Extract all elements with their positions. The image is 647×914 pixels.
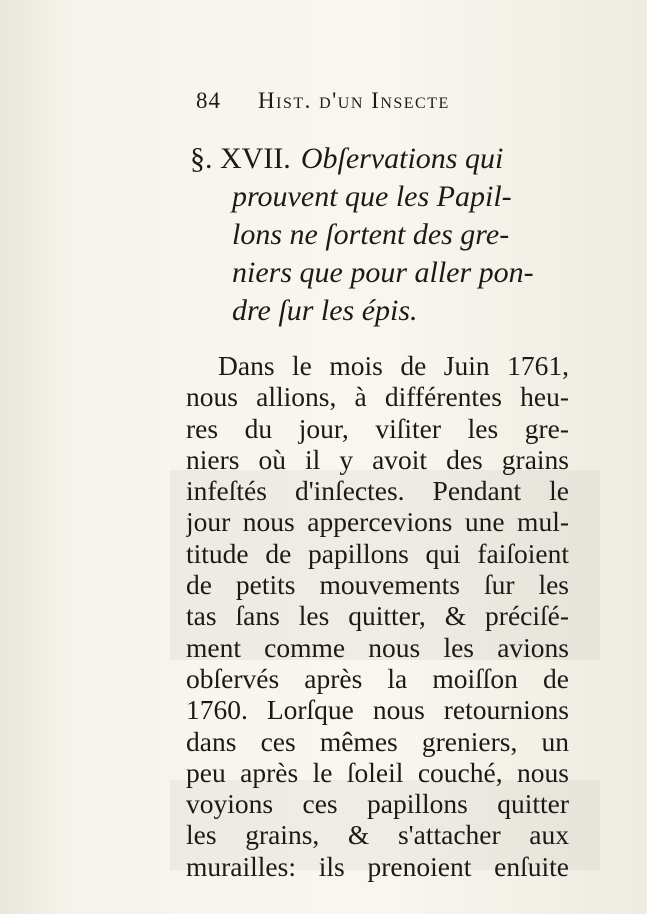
body-line: murailles: ils prenoient enſuite	[186, 850, 569, 882]
body-line: tas ſans les quitter, & préciſé-	[186, 600, 569, 632]
running-header	[196, 86, 576, 116]
body-line: jour nous appercevions une mul-	[186, 506, 569, 538]
section-heading-line: lons ne ſortent des gre-	[232, 218, 510, 251]
body-line: 1760. Lorſque nous retournions	[186, 694, 569, 726]
body-line: nous allions, à différentes heu-	[186, 381, 569, 413]
body-line: voyions ces papillons quitter	[186, 788, 569, 820]
body-line: peu après le ſoleil couché, nous	[186, 756, 569, 788]
running-title: Hist. d'un Insecte	[258, 88, 450, 113]
body-line: dans ces mêmes greniers, un	[186, 725, 569, 757]
body-line: de petits mouvements ſur les	[186, 569, 569, 601]
body-line: titude de papillons qui faiſoient	[186, 537, 569, 569]
section-number: §. XVII.	[190, 142, 291, 175]
body-line: obſervés après la moiſſon de	[186, 662, 569, 694]
section-heading-line: dre ſur les épis.	[232, 294, 418, 327]
section-heading	[190, 140, 580, 330]
section-heading-line: niers que pour aller pon-	[232, 256, 534, 289]
body-line: les grains, & s'attacher aux	[186, 819, 569, 851]
section-title-part: Obſervations qui	[300, 142, 504, 175]
body-line: res du jour, viſiter les gre-	[186, 412, 569, 444]
body-line: Dans le mois de Juin 1761,	[218, 350, 569, 381]
section-heading-line	[190, 140, 580, 178]
page-number: 84	[196, 88, 221, 113]
body-line: niers où il y avoit des grains	[186, 443, 569, 475]
body-line: infeſtés d'inſectes. Pendant le	[186, 475, 569, 507]
section-heading-line: prouvent que les Papil-	[232, 180, 512, 213]
body-paragraph	[186, 350, 569, 882]
body-line: ment comme nous les avions	[186, 631, 569, 663]
